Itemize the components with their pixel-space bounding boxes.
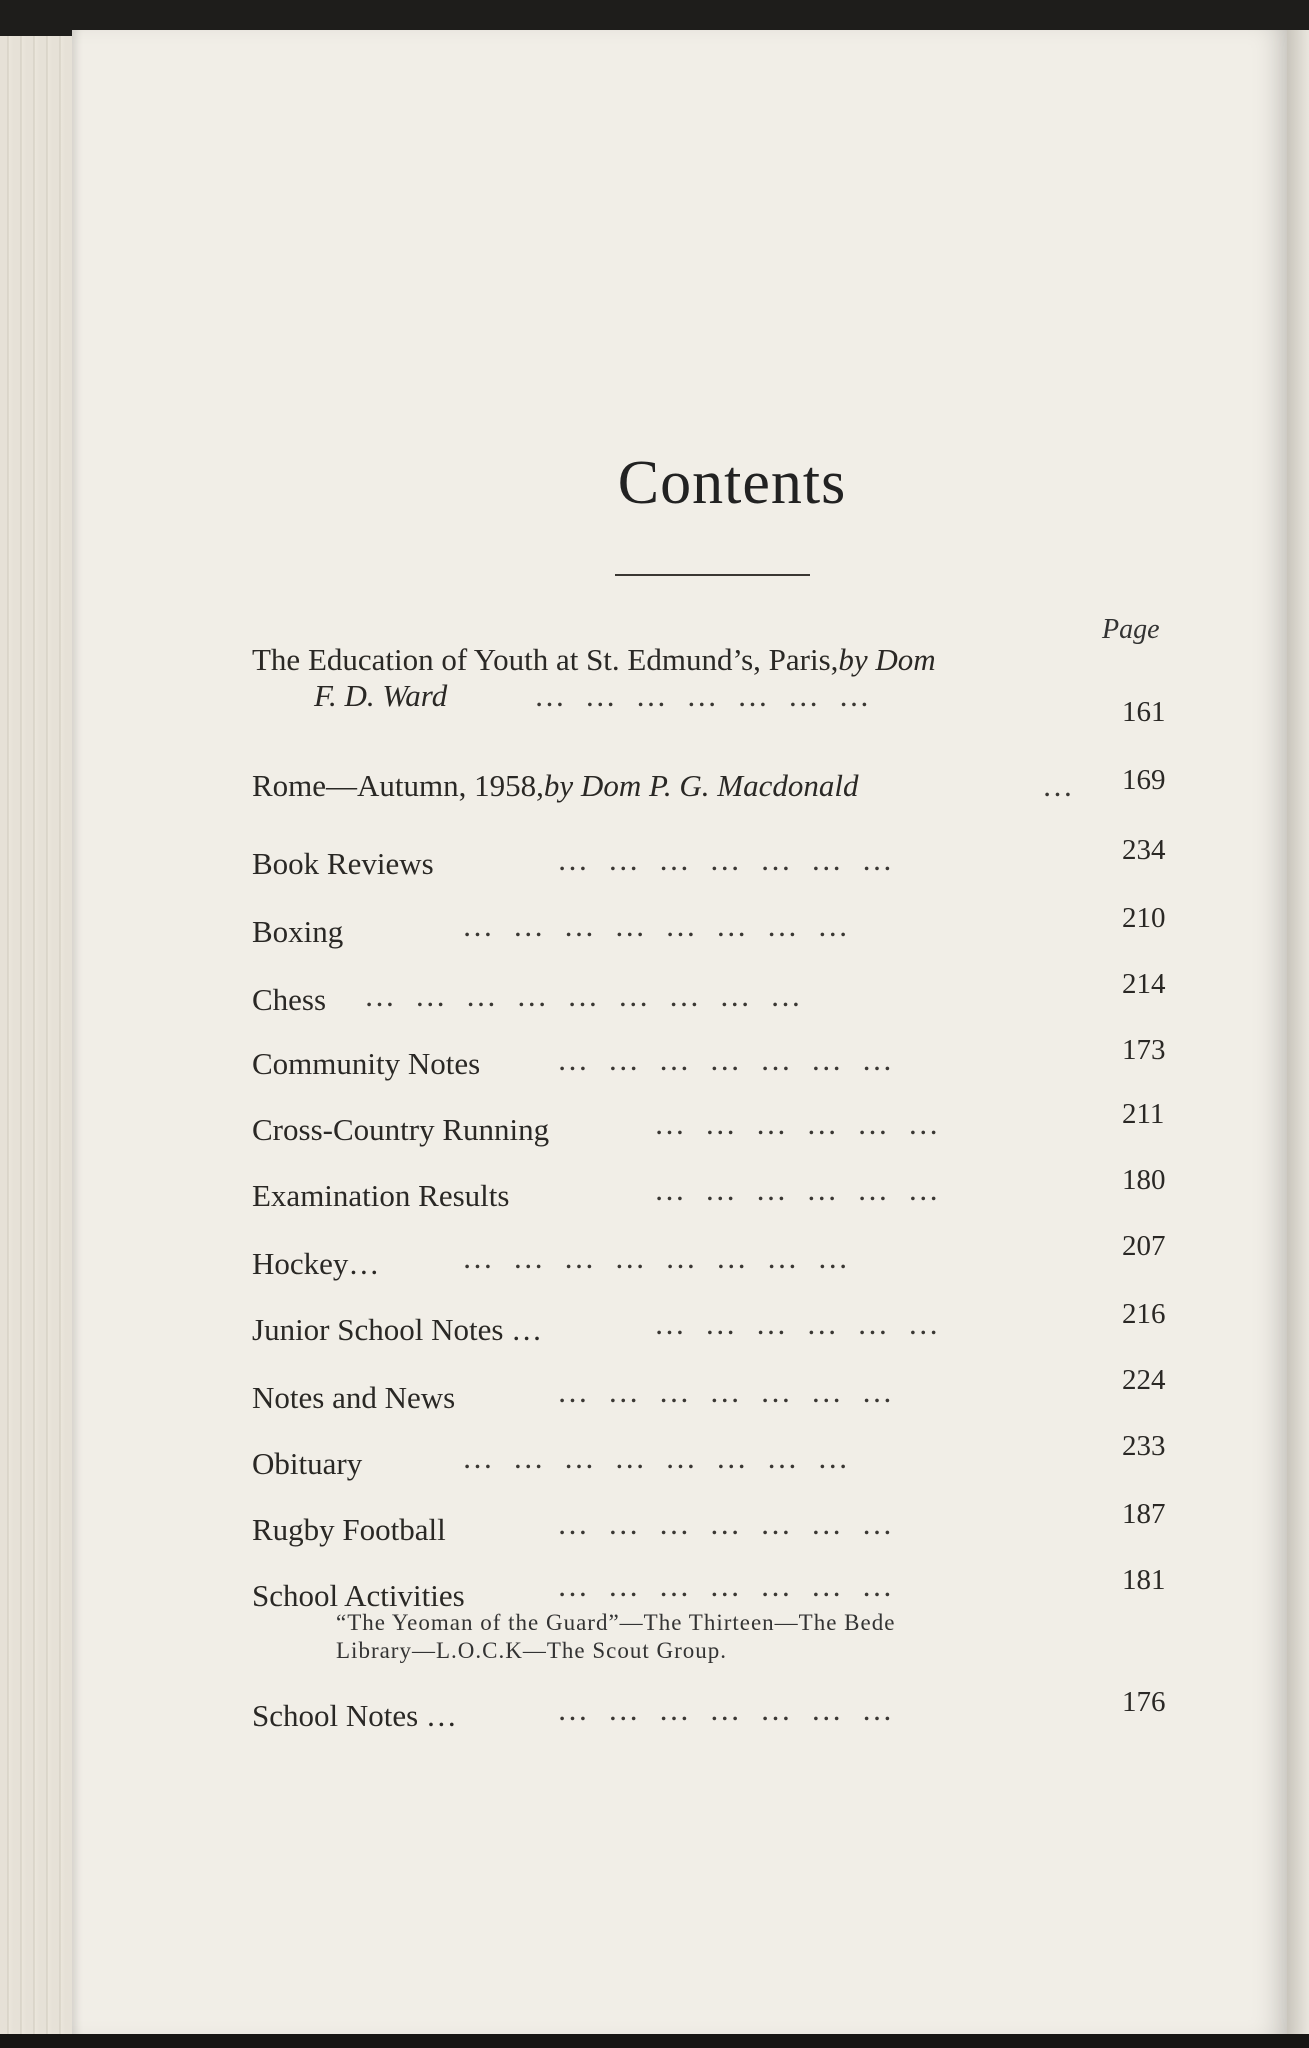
dot-leader: … … … … … … …	[557, 1506, 899, 1541]
toc-entry[interactable]	[252, 1164, 1182, 1214]
toc-entry[interactable]	[252, 1364, 1182, 1416]
dot-leader: … … … … … … … …	[462, 1440, 855, 1475]
toc-entry[interactable]	[252, 1686, 1182, 1734]
toc-entry-title: Book Reviews	[252, 846, 434, 881]
title-rule	[615, 574, 810, 576]
toc-entry-title: School Activities	[252, 1578, 465, 1613]
toc-entry-continuation	[314, 678, 1184, 714]
bottom-edge	[0, 2034, 1309, 2048]
toc-page-number: 181	[1122, 1564, 1166, 1596]
toc-entry[interactable]	[252, 968, 1182, 1018]
toc-entry-title: Hockey…	[252, 1246, 380, 1281]
dot-leader: … … … … … … … … …	[364, 978, 807, 1013]
toc-entry[interactable]	[252, 902, 1182, 950]
dot-leader: … … … … … …	[654, 1172, 945, 1207]
toc-entry[interactable]	[252, 1564, 1182, 1614]
toc-page-number: 207	[1122, 1230, 1166, 1262]
toc-entry-title: Community Notes	[252, 1046, 481, 1081]
toc-entry[interactable]	[252, 834, 1182, 882]
toc-entry-title: Junior School Notes …	[252, 1312, 543, 1347]
toc-entry[interactable]	[252, 1230, 1182, 1282]
toc-entry[interactable]	[252, 764, 1182, 804]
toc-entry-title: Rome—Autumn, 1958,	[252, 768, 544, 803]
page-column-label: Page	[1102, 614, 1160, 645]
toc-entry-title: School Notes …	[252, 1698, 457, 1733]
toc-page-number: 224	[1122, 1364, 1166, 1396]
toc-page-number: 161	[1122, 696, 1166, 728]
toc-entry-title: Boxing	[252, 914, 344, 949]
toc-entry[interactable]	[252, 1298, 1182, 1348]
toc-entry-subtopics: Library—L.O.C.K—The Scout Group.	[336, 1638, 727, 1663]
toc-entry[interactable]	[252, 642, 1182, 678]
toc-entry-title: Cross-Country Running	[252, 1112, 550, 1147]
toc-entry-title: Rugby Football	[252, 1512, 446, 1547]
dot-leader: …	[1042, 768, 1079, 803]
toc-page-number: 210	[1122, 902, 1166, 934]
toc-entry-subtopics: “The Yeoman of the Guard”—The Thirteen—The Bede	[336, 1610, 896, 1635]
dot-leader: … … … … … … …	[534, 678, 876, 713]
toc-entry[interactable]	[252, 1034, 1182, 1082]
toc-entry[interactable]	[252, 1098, 1182, 1148]
dot-leader: … … … … … … …	[557, 1374, 899, 1409]
toc-page-number: 173	[1122, 1034, 1166, 1066]
dot-leader: … … … … … … …	[557, 1692, 899, 1727]
dot-leader: … … … … … …	[654, 1106, 945, 1141]
toc-entry-title: Obituary	[252, 1446, 363, 1481]
toc-entry-title: Chess	[252, 982, 327, 1017]
toc-entry-title: The Education of Youth at St. Edmund’s, Paris,	[252, 642, 839, 677]
dot-leader: … … … … … … …	[557, 1042, 899, 1077]
dot-leader: … … … … … … …	[557, 1568, 899, 1603]
toc-page-number: 187	[1122, 1498, 1166, 1530]
toc-page-number: 233	[1122, 1430, 1166, 1462]
toc-page-number: 214	[1122, 968, 1166, 1000]
toc-entry-title: Notes and News	[252, 1380, 456, 1415]
toc-page-number: 180	[1122, 1164, 1166, 1196]
toc-page-number: 216	[1122, 1298, 1166, 1330]
page-title: Contents	[617, 449, 847, 517]
toc-page-number: 211	[1122, 1098, 1165, 1130]
toc-entry-title: Examination Results	[252, 1178, 510, 1213]
toc-page-number: 169	[1122, 764, 1166, 796]
dot-leader: … … … … … …	[654, 1306, 945, 1341]
toc-page-number: 234	[1122, 834, 1166, 866]
toc-entry[interactable]	[252, 1430, 1182, 1482]
toc-page-number: 176	[1122, 1686, 1166, 1718]
dot-leader: … … … … … … …	[557, 842, 899, 877]
page-spine-edge	[1287, 30, 1309, 2035]
book-page	[72, 30, 1294, 2035]
toc-entry-author: F. D. Ward	[314, 678, 448, 713]
toc-entry-author: by Dom P. G. Macdonald	[543, 768, 859, 803]
dot-leader: … … … … … … … …	[462, 908, 855, 943]
toc-entry-author: by Dom	[838, 642, 936, 677]
toc-entry[interactable]	[252, 1498, 1182, 1548]
dot-leader: … … … … … … … …	[462, 1240, 855, 1275]
